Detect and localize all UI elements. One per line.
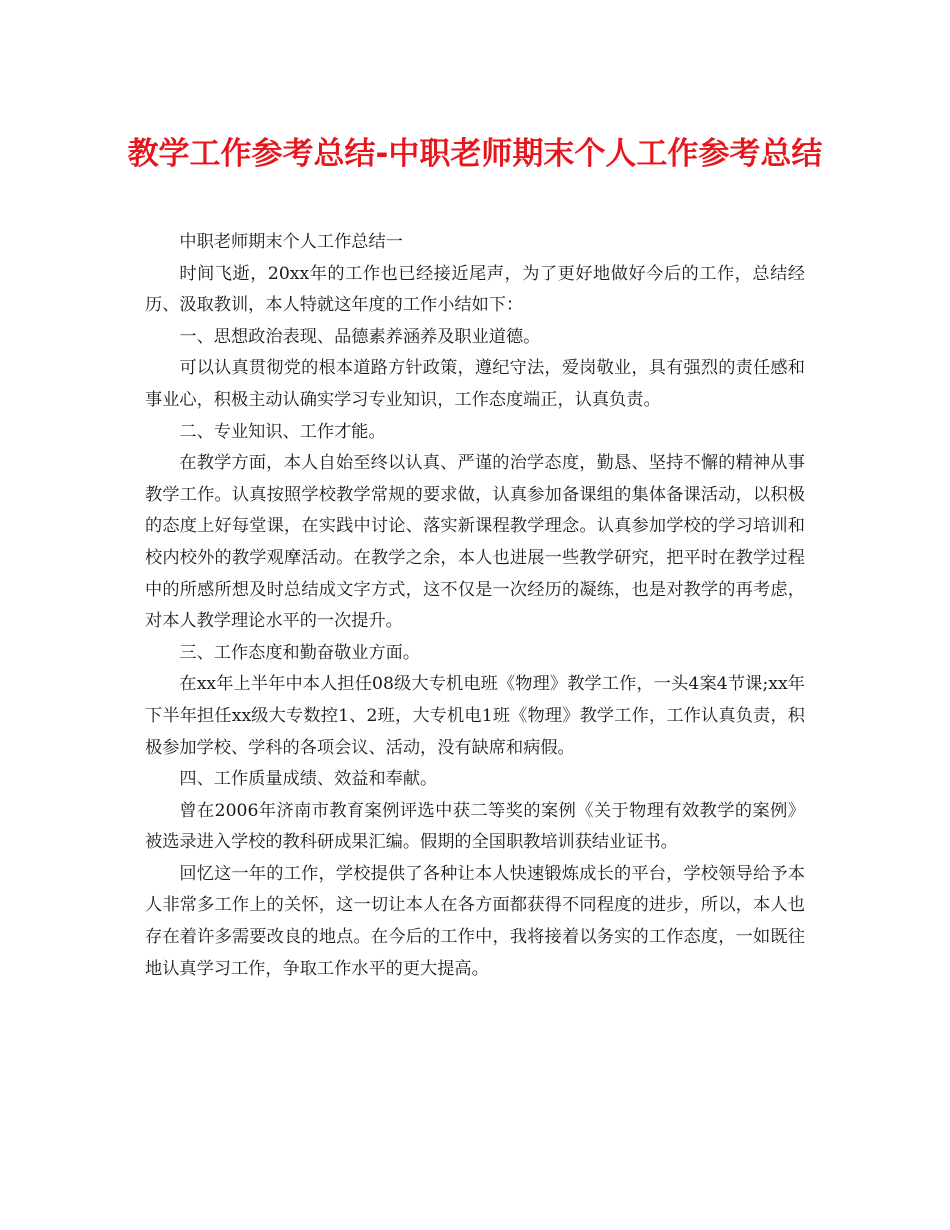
document-title: 教学工作参考总结-中职老师期末个人工作参考总结 bbox=[127, 136, 823, 172]
paragraph: 在教学方面，本人自始至终以认真、严谨的治学态度，勤恳、坚持不懈的精神从事教学工作。认真按照学校教学常规的要求做，认真参加备课组的集体备课活动，以积极的态度上好每堂课，在实践中讨论、落实新课程教学理念。认真参加学校的学习培训和校内校外的教学观摩活动。在教学之余，本人也进展一些教学研究，把平时在教学过程中的所感所想及时总结成文字方式，这不仅是一次经历的凝练，也是对教学的再考虑，对本人教学理论水平的一次提升。 bbox=[145, 453, 805, 632]
subheading: 中职老师期末个人工作总结一 bbox=[179, 232, 403, 252]
paragraph: 曾在2006年济南市教育案例评选中获二等奖的案例《关于物理有效教学的案例》被选录进入学校的教科研成果汇编。假期的全国职教培训获结业证书。 bbox=[145, 800, 805, 853]
paragraph: 可以认真贯彻党的根本道路方针政策，遵纪守法，爱岗敬业，具有强烈的责任感和事业心，积极主动认确实学习专业知识，工作态度端正，认真负责。 bbox=[145, 358, 805, 410]
section-heading: 四、工作质量成绩、效益和奉献。 bbox=[179, 769, 438, 790]
paragraph: 回忆这一年的工作，学校提供了各种让本人快速锻炼成长的平台，学校领导给予本人非常多工作上的关怀，这一切让本人在各方面都获得不同程度的进步，所以，本人也存在着许多需要改良的地点。在今后的工作中，我将接着以务实的工作态度，一如既往地认真学习工作，争取工作水平的更大提高。 bbox=[145, 863, 805, 979]
section-heading: 一、思想政治表现、品德素养涵养及职业道德。 bbox=[179, 326, 541, 347]
document-body bbox=[145, 227, 805, 985]
paragraph: 时间飞逝，20xx年的工作也已经接近尾声，为了更好地做好今后的工作，总结经历、汲取教训，本人特就这年度的工作小结如下： bbox=[145, 263, 805, 316]
paragraph: 在xx年上半年中本人担任08级大专机电班《物理》教学工作，一头4案4节课;xx年下半年担任xx级大专数控1、2班，大专机电1班《物理》教学工作，工作认真负责，积极参加学校、学科的各项会议、活动，没有缺席和病假。 bbox=[145, 674, 805, 758]
section-heading: 二、专业知识、工作才能。 bbox=[179, 421, 386, 442]
section-heading: 三、工作态度和勤奋敬业方面。 bbox=[179, 642, 421, 663]
